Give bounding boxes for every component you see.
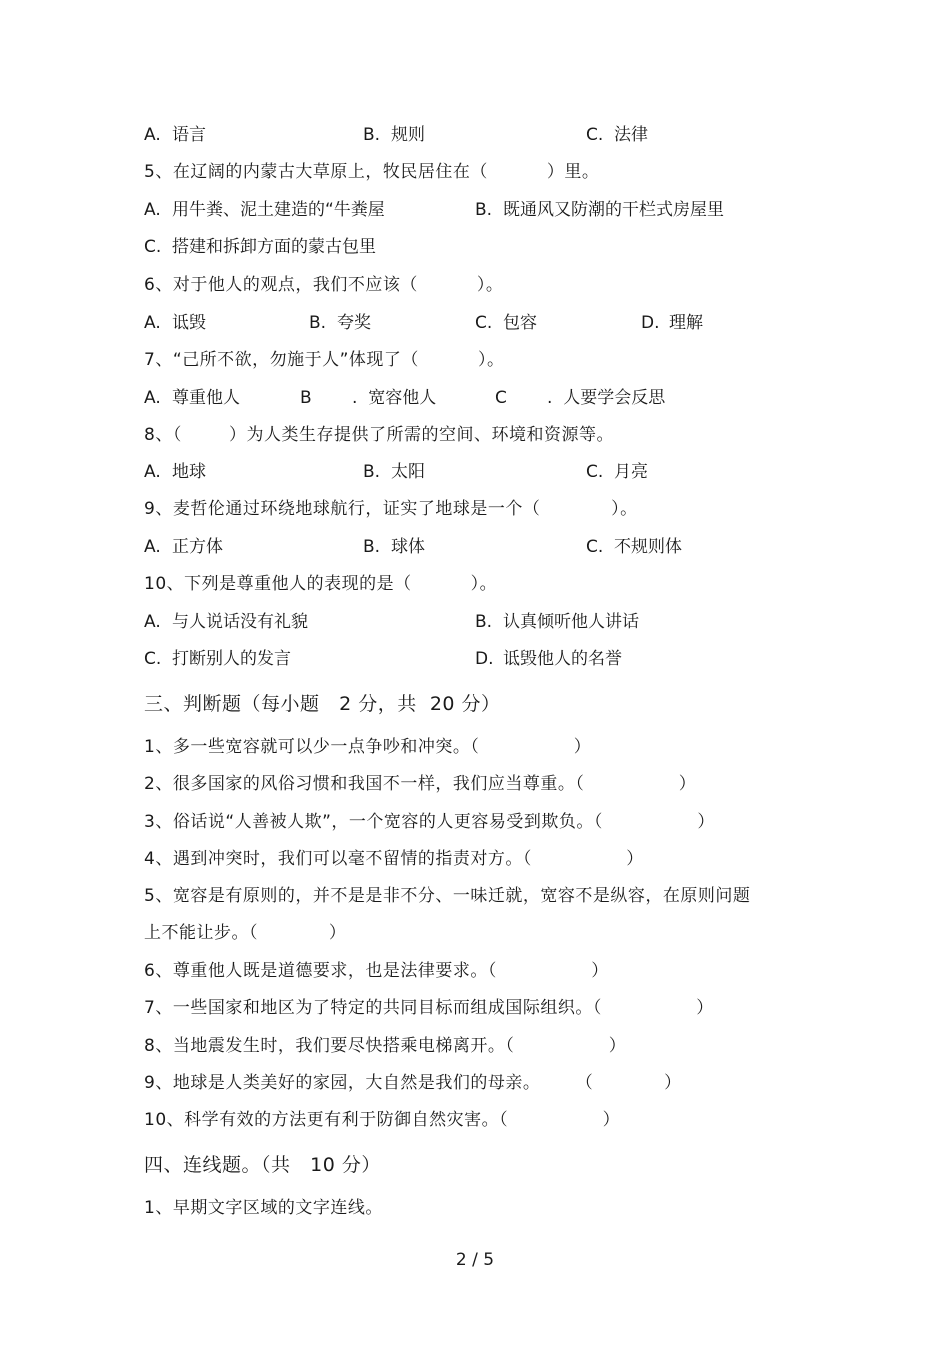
judge-item-5-continued: 上不能让步。（ ） — [144, 923, 347, 943]
q7-stem: 7、“己所不欲，勿施于人”体现了（ ）。 — [144, 350, 505, 370]
q9-option-b: B. 球体 — [363, 537, 425, 557]
q4-option-a: A. 语言 — [144, 125, 206, 145]
q10-option-d: D. 诋毁他人的名誉 — [475, 649, 622, 669]
q10-option-a: A. 与人说话没有礼貌 — [144, 612, 308, 632]
judge-item-5: 5、宽容是有原则的，并不是是非不分、一味迁就，宽容不是纵容，在原则问题 — [144, 886, 751, 906]
judge-item-9: 9、地球是人类美好的家园，大自然是我们的母亲。 （ ） — [144, 1073, 682, 1093]
q7-option-a: A. 尊重他人 — [144, 388, 240, 408]
q6-option-c: C. 包容 — [475, 313, 537, 333]
q6-option-d: D. 理解 — [641, 313, 703, 333]
q8-option-c: C. 月亮 — [586, 462, 648, 482]
matching-item-1: 1、早期文字区域的文字连线。 — [144, 1198, 383, 1218]
q4-option-b: B. 规则 — [363, 125, 425, 145]
judge-item-2: 2、很多国家的风俗习惯和我国不一样，我们应当尊重。（ ） — [144, 774, 697, 794]
q9-stem: 9、麦哲伦通过环绕地球航行，证实了地球是一个（ ）。 — [144, 499, 638, 519]
q5-stem: 5、在辽阔的内蒙古大草原上，牧民居住在（ ）里。 — [144, 162, 600, 182]
judge-item-10: 10、科学有效的方法更有利于防御自然灾害。（ ） — [144, 1110, 621, 1130]
page-number: 2 / 5 — [455, 1250, 495, 1270]
judge-item-3: 3、俗话说“人善被人欺”，一个宽容的人更容易受到欺负。（ ） — [144, 812, 715, 832]
q10-option-c: C. 打断别人的发言 — [144, 649, 291, 669]
judge-item-7: 7、一些国家和地区为了特定的共同目标而组成国际组织。（ ） — [144, 998, 714, 1018]
q5-option-c: C. 搭建和拆卸方面的蒙古包里 — [144, 237, 376, 257]
q10-option-b: B. 认真倾听他人讲话 — [475, 612, 639, 632]
judge-item-8: 8、当地震发生时，我们要尽快搭乘电梯离开。（ ） — [144, 1036, 627, 1056]
q5-option-a: A. 用牛粪、泥土建造的“牛粪屋 — [144, 200, 385, 220]
q6-option-a: A. 诋毁 — [144, 313, 206, 333]
q7-option-b: B . 宽容他人 — [300, 388, 437, 408]
judge-item-6: 6、尊重他人既是道德要求，也是法律要求。（ ） — [144, 961, 609, 981]
q6-stem: 6、对于他人的观点，我们不应该（ ）。 — [144, 275, 504, 295]
judge-item-4: 4、遇到冲突时，我们可以毫不留情的指责对方。（ ） — [144, 849, 644, 869]
judge-item-1: 1、多一些宽容就可以少一点争吵和冲突。（ ） — [144, 737, 592, 757]
q4-option-c: C. 法律 — [586, 125, 648, 145]
q10-stem: 10、下列是尊重他人的表现的是（ ）。 — [144, 574, 498, 594]
q9-option-c: C. 不规则体 — [586, 537, 682, 557]
q8-stem: 8、（ ）为人类生存提供了所需的空间、环境和资源等。 — [144, 425, 615, 445]
section4-heading: 四、连线题。（共 10 分） — [144, 1154, 381, 1176]
q9-option-a: A. 正方体 — [144, 537, 223, 557]
q8-option-a: A. 地球 — [144, 462, 206, 482]
q8-option-b: B. 太阳 — [363, 462, 425, 482]
section3-heading: 三、判断题（每小题 2 分，共 20 分） — [144, 693, 501, 715]
q5-option-b: B. 既通风又防潮的干栏式房屋里 — [475, 200, 724, 220]
q6-option-b: B. 夸奖 — [309, 313, 371, 333]
q7-option-c: C . 人要学会反思 — [495, 388, 666, 408]
